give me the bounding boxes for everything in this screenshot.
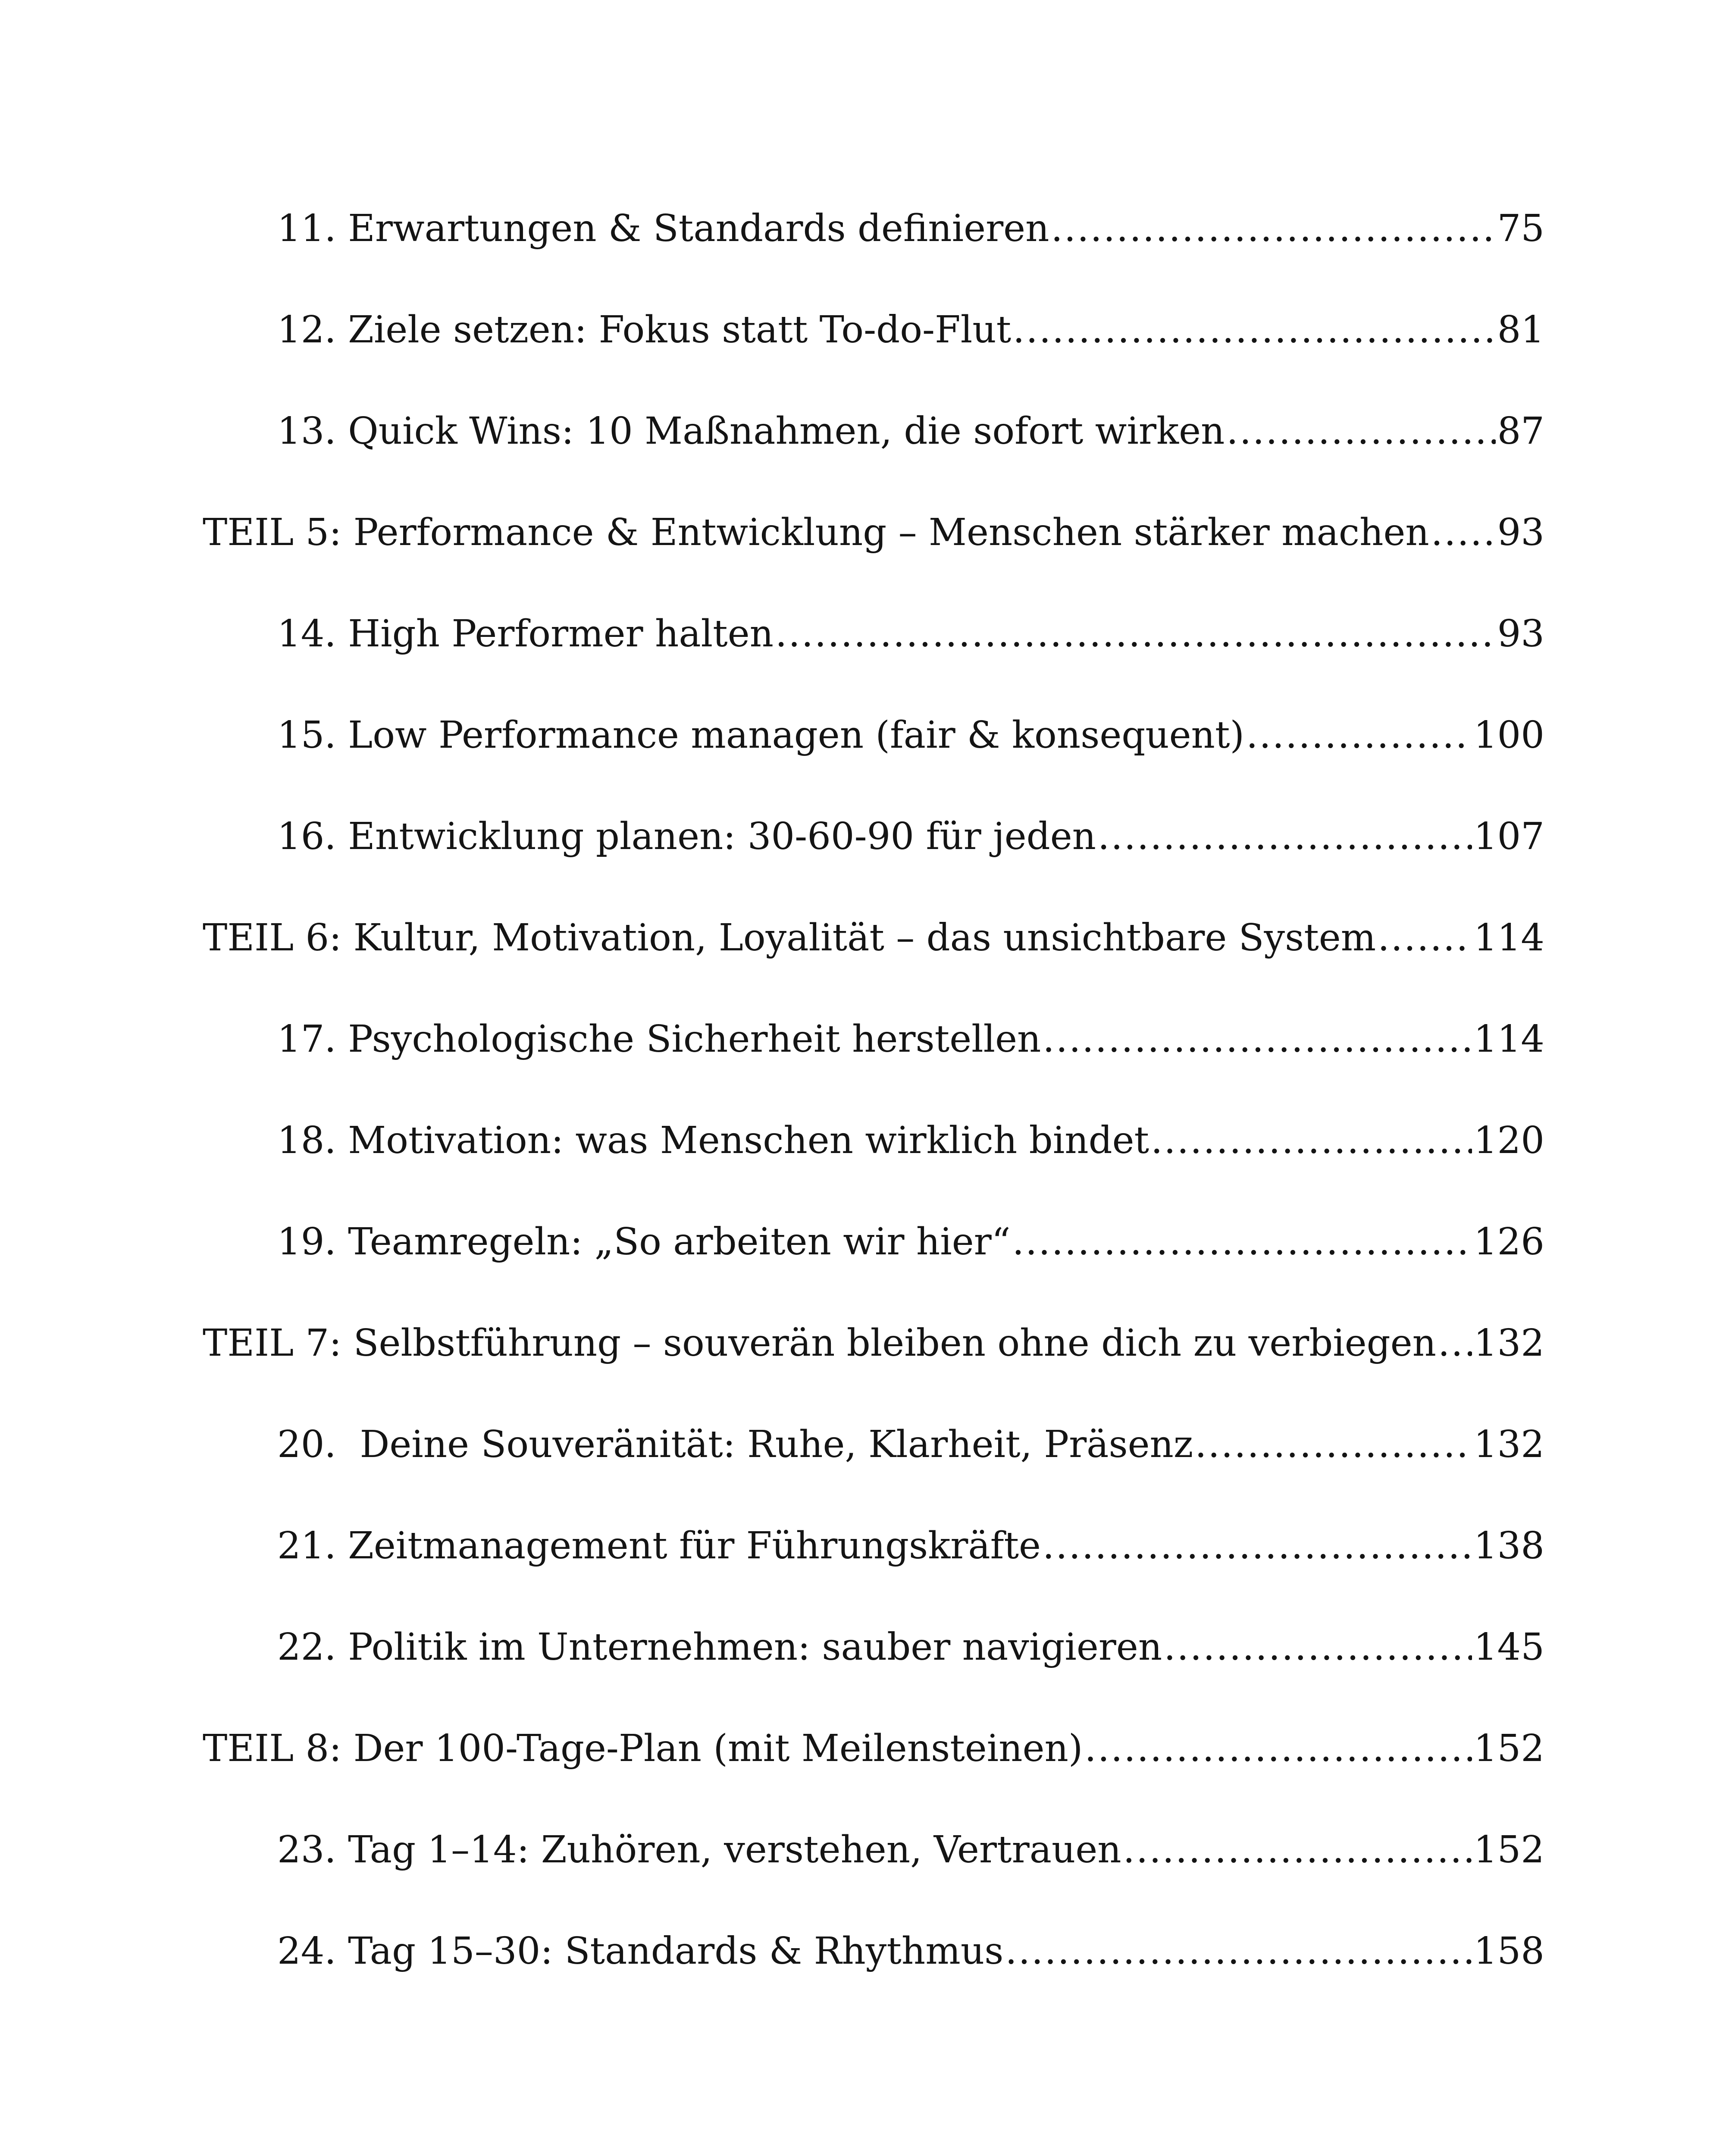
dot-leader [1084,1723,1472,1774]
toc-entry-title: TEIL 5: Performance & Entwicklung – Menschen stärker machen [203,511,1429,554]
dot-leader [1378,912,1472,964]
dot-leader [775,608,1496,660]
toc-entry-page-number: 152 [1473,1727,1544,1770]
toc-entry-title: 21. Zeitmanagement für Führungskräfte [277,1524,1041,1567]
toc-entry-page-number: 114 [1473,916,1544,959]
dot-leader [1431,507,1496,558]
dot-leader [1005,1925,1472,1977]
toc-entry-title: 24. Tag 15–30: Standards & Rhythmus [277,1930,1004,1973]
toc-entry-page-number: 152 [1473,1828,1544,1871]
toc-entry-title: 11. Erwartungen & Standards definieren [277,207,1049,250]
toc-entry-chapter-16[interactable] [277,811,1544,862]
toc-entry-page-number: 132 [1473,1423,1544,1466]
toc-entry-page-number: 145 [1473,1626,1544,1669]
toc-entry-page-number: 132 [1473,1322,1544,1365]
toc-entry-page-number: 100 [1473,714,1544,757]
dot-leader [1195,1419,1472,1470]
toc-entry-title: 12. Ziele setzen: Fokus statt To-do-Flut [277,308,1012,351]
dot-leader [1098,811,1472,862]
toc-entry-part-7[interactable] [203,1317,1544,1369]
dot-leader [1151,1115,1472,1166]
toc-entry-page-number: 138 [1473,1524,1544,1567]
toc-entry-part-6[interactable] [203,912,1544,964]
toc-entry-chapter-24[interactable] [277,1925,1544,1977]
toc-entry-title: 13. Quick Wins: 10 Maßnahmen, die sofort wirken [277,410,1225,453]
toc-entry-chapter-12[interactable] [277,304,1544,356]
toc-entry-title: TEIL 7: Selbstführung – souverän bleiben ohne dich zu verbiegen [203,1322,1437,1365]
toc-entry-page-number: 126 [1473,1220,1544,1263]
toc-entry-page-number: 81 [1497,308,1544,351]
toc-entry-chapter-21[interactable] [277,1520,1544,1572]
toc-entry-part-5[interactable] [203,507,1544,558]
toc-entry-page-number: 158 [1473,1930,1544,1973]
toc-entry-chapter-23[interactable] [277,1824,1544,1876]
dot-leader [1043,1520,1472,1572]
toc-entry-part-8[interactable] [203,1723,1544,1774]
dot-leader [1164,1621,1472,1673]
dot-leader [1123,1824,1472,1876]
toc-entry-title: TEIL 6: Kultur, Motivation, Loyalität – das unsichtbare System [203,916,1376,959]
toc-entry-page-number: 93 [1497,612,1544,655]
toc-entry-chapter-18[interactable] [277,1115,1544,1166]
dot-leader [1051,203,1495,254]
toc-entry-page-number: 114 [1473,1018,1544,1061]
dot-leader [1246,709,1472,761]
toc-entry-title: 15. Low Performance managen (fair & konsequent) [277,714,1245,757]
toc-entry-title: 16. Entwicklung planen: 30-60-90 für jeden [277,815,1096,858]
toc-entry-chapter-19[interactable] [277,1216,1544,1268]
toc-entry-title: 19. Teamregeln: „So arbeiten wir hier“ [277,1220,1011,1263]
toc-entry-chapter-15[interactable] [277,709,1544,761]
toc-entry-title: 17. Psychologische Sicherheit herstellen [277,1018,1041,1061]
dot-leader [1012,1216,1472,1268]
toc-entry-chapter-17[interactable] [277,1013,1544,1065]
toc-entry-page-number: 93 [1497,511,1544,554]
toc-entry-page-number: 75 [1497,207,1544,250]
toc-entry-chapter-20[interactable] [277,1419,1544,1470]
toc-entry-chapter-22[interactable] [277,1621,1544,1673]
dot-leader [1013,304,1495,356]
toc-entry-page-number: 120 [1473,1119,1544,1162]
toc-entry-title: 18. Motivation: was Menschen wirklich bindet [277,1119,1149,1162]
toc-entry-chapter-14[interactable] [277,608,1544,660]
toc-entry-page-number: 107 [1473,815,1544,858]
toc-entry-chapter-11[interactable] [277,203,1544,254]
dot-leader [1226,405,1495,457]
toc-entry-title: 14. High Performer halten [277,612,774,655]
toc-entry-title: 22. Politik im Unternehmen: sauber navigieren [277,1626,1162,1669]
toc-entry-chapter-13[interactable] [277,405,1544,457]
toc-entry-page-number: 87 [1497,410,1544,453]
toc-entry-title: TEIL 8: Der 100-Tage-Plan (mit Meilensteinen) [203,1727,1083,1770]
toc-entry-title: 23. Tag 1–14: Zuhören, verstehen, Vertrauen [277,1828,1121,1871]
dot-leader [1043,1013,1472,1065]
toc-entry-title: 20. Deine Souveränität: Ruhe, Klarheit, Präsenz [277,1423,1193,1466]
dot-leader [1438,1317,1472,1369]
